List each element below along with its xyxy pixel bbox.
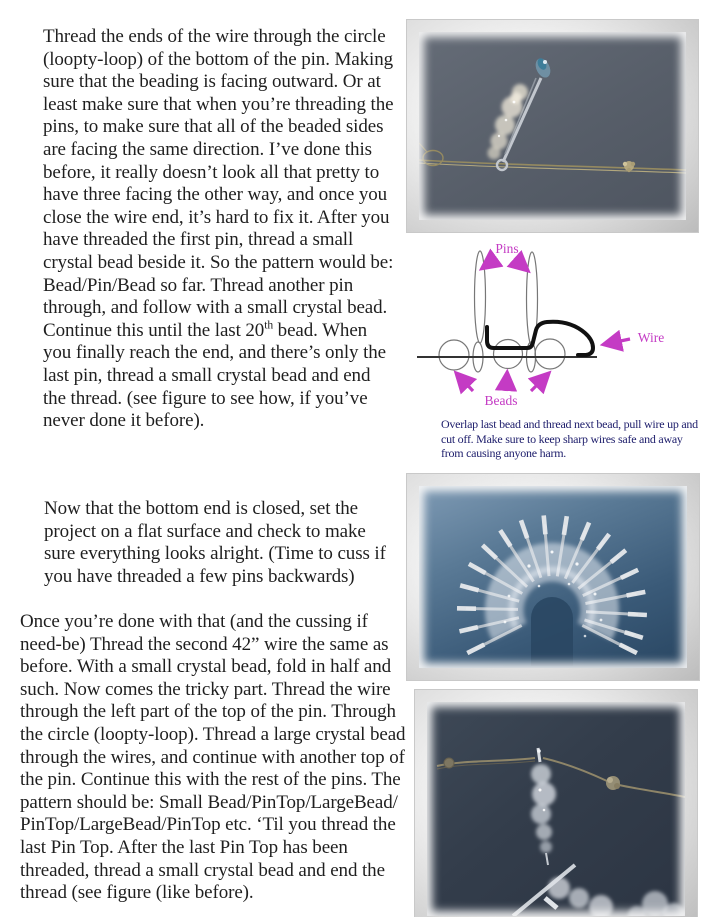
large-wire-bead: [606, 776, 620, 790]
photo3-illustration: [419, 486, 687, 668]
wire-strands: [419, 143, 686, 173]
threading-diagram-svg: [400, 238, 706, 416]
ordinal-superscript: th: [264, 318, 274, 332]
instruction-paragraph-3: Once you’re done with that (and the cussing if need-be) Thread the second 42” wire the same as before. With a small crystal bead, fold in half and such. Now comes the tricky part. Thread the wire through the left part of the top of the pin. Through the circle (loopty-loop). Thread a large crystal bead through the wires, and continue with another top of the pin. Continue this with the rest of the pins. The pattern should be: Small Bead/​PinTop/​LargeBead/​PinTop/​LargeBead/​PinTop etc. ‘Til you thread the last Pin Top. After the last Pin Top has been threaded, thread a small crystal bead and end the thread (see figure (like before).: [20, 611, 406, 904]
photo-beaded-pin-on-wire: [419, 32, 686, 220]
instruction-paragraph-1: [43, 26, 395, 433]
arch-opening: [531, 597, 573, 666]
photo-beaded-pin-arch: [419, 486, 687, 668]
photo4-illustration: [427, 702, 685, 916]
photo-frame-bottom: [414, 689, 698, 917]
diagram-label-wire: Wire: [637, 330, 665, 345]
bottom-bead-cluster: [513, 865, 685, 916]
vertical-beaded-pin: [531, 748, 556, 865]
diagram-label-beads: Beads: [484, 393, 518, 408]
paragraph-1-text-continued: bead. When you finally reach the end, and there’s only the last pin, thread a small crystal bead and end the thread. (see figure to see how, if you’ve never done it before).: [43, 319, 386, 432]
photo-frame-middle: [406, 473, 700, 681]
wire-strands: [437, 758, 685, 797]
threading-diagram: [400, 238, 706, 416]
instruction-paragraph-2: Now that the bottom end is closed, set the project on a flat surface and check to make sure everything looks alright. (Time to cuss if you have threaded a few pins backwards): [44, 498, 386, 587]
diagram-label-pins: Pins: [495, 241, 519, 256]
photo-frame-top: [406, 19, 699, 233]
bead-shapes: [439, 339, 565, 370]
photo1-illustration: [419, 32, 686, 220]
threaded-wire-path: [487, 322, 593, 355]
diagram-caption: Overlap last bead and thread next bead, pull wire up and cut off. Make sure to keep sharp wires safe and away from causing anyone harm.: [441, 417, 698, 461]
paragraph-1-text: Thread the ends of the wire through the circle (loopty-loop) of the bottom of the pin. Making sure that the beading is facing outward. Or at least make sure that when you’re threading the pins, to make sure that all of the beaded sides are facing the same direction. I’ve done this before, it really doesn’t look all that pretty to have three facing the other way, and once you close the wire end, it’s hard to fix it. After you have threaded the first pin, thread a small crystal bead beside it. So the pattern would be: Bead/Pin/Bead so far. Thread another pin through, and follow with a small crystal bead. Continue this until the last 20: [43, 26, 394, 341]
photo-pin-top-threading: [427, 702, 685, 916]
pin-shapes: [473, 251, 538, 372]
